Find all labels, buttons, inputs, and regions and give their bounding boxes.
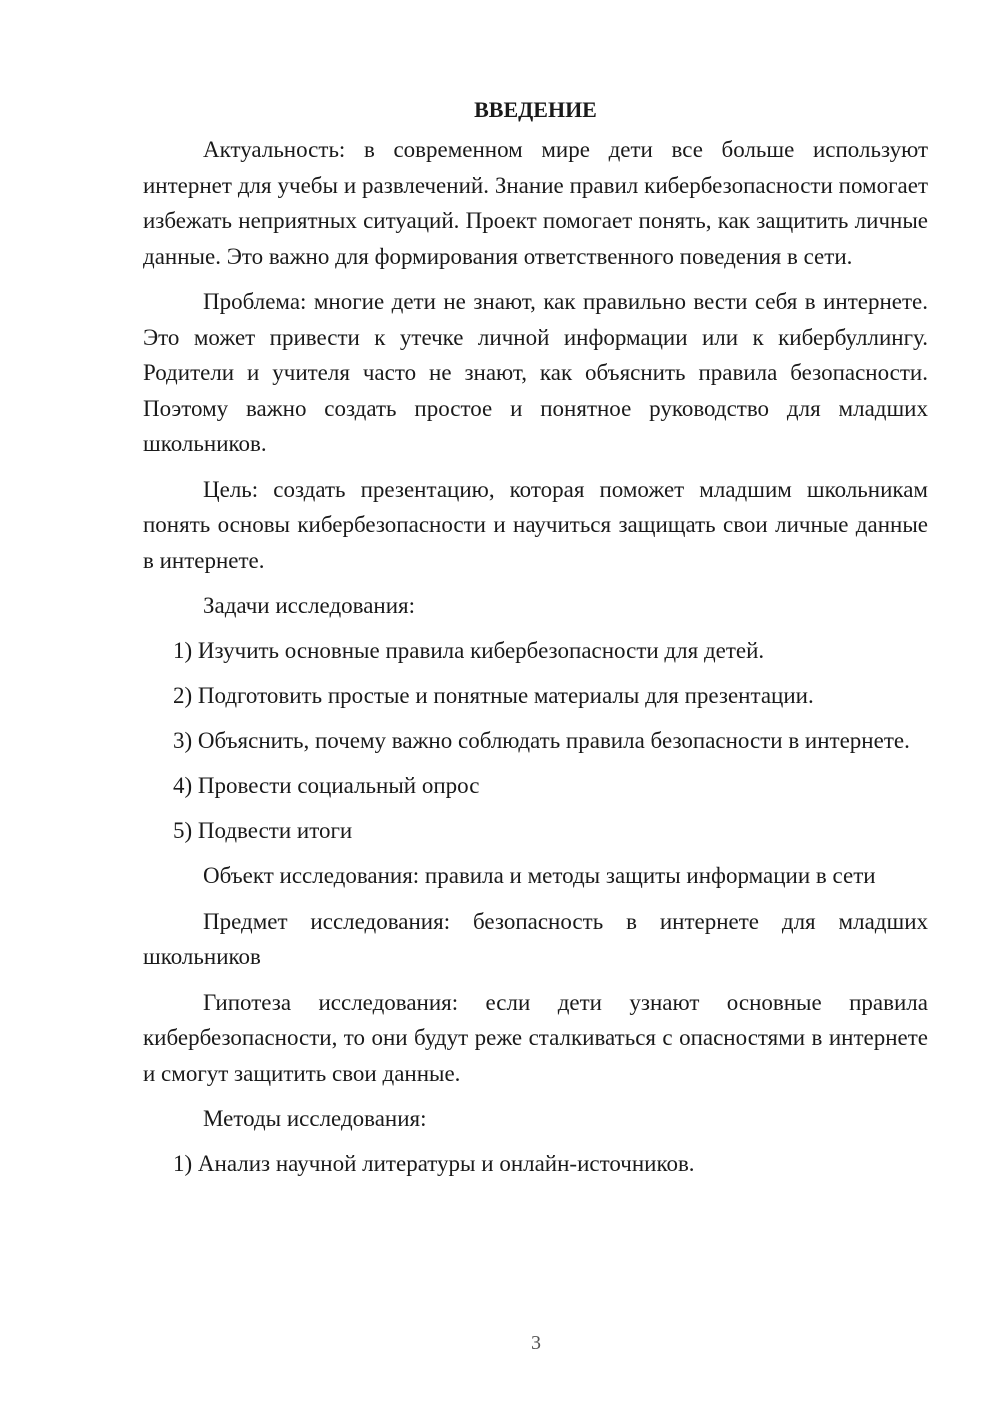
hypothesis-paragraph: Гипотеза исследования: если дети узнают основные правила кибербезопасности, то они будут реже сталкиваться с опасностями в интернете и смогут защитить свои данные. — [143, 989, 928, 1086]
task-item-3: 3) Объяснить, почему важно соблюдать правила безопасности в интернете. — [173, 728, 910, 753]
page-content — [143, 92, 928, 1191]
goal-paragraph: Цель: создать презентацию, которая поможет младшим школьникам понять основы кибербезопасности и научиться защищать свои личные данные в интернете. — [143, 476, 928, 573]
tasks-title: Задачи исследования: — [203, 593, 416, 618]
relevance-paragraph: Актуальность: в современном мире дети все больше используют интернет для учебы и развлечений. Знание правил кибербезопасности помогает избежать неприятных ситуаций. Проект помогает понять, как защитить личные данные. Это важно для формирования ответственного поведения в сети. — [143, 137, 928, 269]
page-number: 3 — [531, 1332, 541, 1354]
problem-paragraph: Проблема: многие дети не знают, как правильно вести себя в интернете. Это может привести к утечке личной информации или к кибербуллингу. Родители и учителя часто не знают, как объяснить правила безопасности. Поэтому важно создать простое и понятное руководство для младших школьников. — [143, 289, 928, 456]
task-item-2: 2) Подготовить простые и понятные материалы для презентации. — [173, 683, 814, 708]
methods-title: Методы исследования: — [203, 1106, 427, 1131]
task-item-5: 5) Подвести итоги — [173, 818, 353, 843]
task-item-4: 4) Провести социальный опрос — [173, 773, 480, 798]
subject-paragraph: Предмет исследования: безопасность в интернете для младших школьников — [143, 908, 928, 969]
method-item-1: 1) Анализ научной литературы и онлайн-источников. — [173, 1151, 695, 1176]
object-paragraph: Объект исследования: правила и методы защиты информации в сети — [203, 863, 876, 888]
section-heading: ВВЕДЕНИЕ — [474, 97, 597, 122]
task-item-1: 1) Изучить основные правила кибербезопасности для детей. — [173, 638, 765, 663]
